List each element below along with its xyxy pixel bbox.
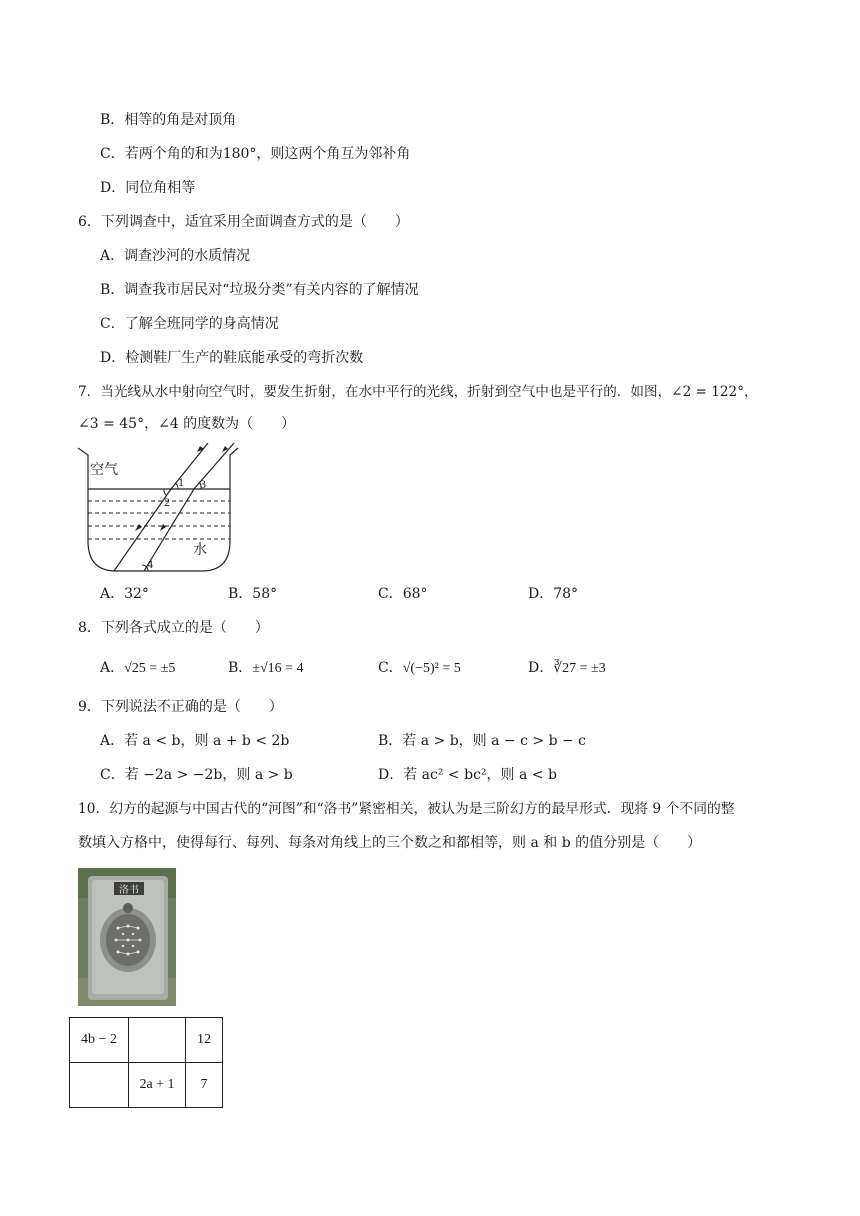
water-label: 水 (193, 542, 207, 558)
q7-option-b: B．58° (228, 586, 278, 602)
q5-option-b: B．相等的角是对顶角 (100, 112, 237, 128)
angle-label-3: 3 (200, 477, 206, 491)
q9-option-a: A．若 a < b，则 a + b < 2b (100, 733, 290, 749)
q8-option-a-prefix: A． (100, 660, 125, 676)
q9-option-d: D．若 ac² < bc²，则 a < b (378, 767, 557, 783)
q6-option-b: B．调查我市居民对“垃圾分类”有关内容的了解情况 (100, 282, 419, 298)
q9-option-b: B．若 a > b，则 a − c > b − c (378, 733, 587, 749)
q6-option-a: A．调查沙河的水质情况 (100, 248, 251, 264)
refraction-figure (76, 443, 240, 578)
q7-option-d: D．78° (528, 586, 579, 602)
angle-label-4: 4 (147, 557, 153, 571)
luoshu-stone-photo (78, 868, 176, 1006)
q8-option-a (100, 658, 175, 679)
angle-label-2: 2 (164, 495, 170, 509)
q7-stem-line1: 7．当光线从水中射向空气时，要发生折射，在水中平行的光线，折射到空气中也是平行的．如图，∠2 = 122°， (78, 384, 758, 400)
q9-option-c: C．若 −2a > −2b，则 a > b (100, 767, 293, 783)
q8-option-d-prefix: D． (528, 660, 554, 676)
q8-option-b (228, 658, 304, 679)
q8-option-b-expr: ±√16 = 4 (252, 661, 304, 676)
q8-option-a-expr: √25 = ±5 (124, 661, 176, 676)
q8-option-c (378, 658, 461, 679)
q8-option-d-expr: ∛27 = ±3 (553, 661, 606, 676)
q8-option-c-prefix: C． (378, 660, 403, 676)
q8-stem: 8．下列各式成立的是（ ） (78, 620, 269, 636)
magic-square-grid (69, 1017, 223, 1108)
q10-stem-line1: 10．幻方的起源与中国古代的“河图”和“洛书”紧密相关，被认为是三阶幻方的最早形式．现将 9 个不同的整 (78, 801, 735, 817)
grid-cell: 12 (186, 1018, 223, 1063)
air-label: 空气 (90, 462, 118, 478)
q6-option-d: D．检测鞋厂生产的鞋底能承受的弯折次数 (100, 350, 364, 366)
q7-option-c: C．68° (378, 586, 428, 602)
q10-stem-line2: 数填入方格中，使得每行、每列、每条对角线上的三个数之和都相等，则 a 和 b 的值分别是（ ） (78, 835, 702, 851)
angle-label-1: 1 (178, 475, 184, 489)
grid-cell (70, 1063, 129, 1108)
q7-stem-line2: ∠3 = 45°，∠4 的度数为（ ） (78, 416, 296, 432)
q9-stem: 9．下列说法不正确的是（ ） (78, 699, 283, 715)
q8-option-c-expr: √(−5)² = 5 (402, 661, 461, 676)
q8-option-d (528, 658, 606, 679)
q8-option-b-prefix: B． (228, 660, 253, 676)
photo-inscription: 洛书 (119, 885, 139, 896)
q7-option-a: A．32° (100, 586, 149, 602)
q6-stem: 6．下列调查中，适宜采用全面调查方式的是（ ） (78, 214, 409, 230)
grid-row (70, 1063, 223, 1108)
grid-cell: 2a + 1 (129, 1063, 186, 1108)
grid-cell: 4b − 2 (70, 1018, 129, 1063)
q5-option-c: C．若两个角的和为180°，则这两个角互为邻补角 (100, 146, 411, 162)
grid-row (70, 1018, 223, 1063)
q5-option-d: D．同位角相等 (100, 180, 196, 196)
grid-cell (129, 1018, 186, 1063)
grid-cell: 7 (186, 1063, 223, 1108)
q6-option-c: C．了解全班同学的身高情况 (100, 316, 279, 332)
